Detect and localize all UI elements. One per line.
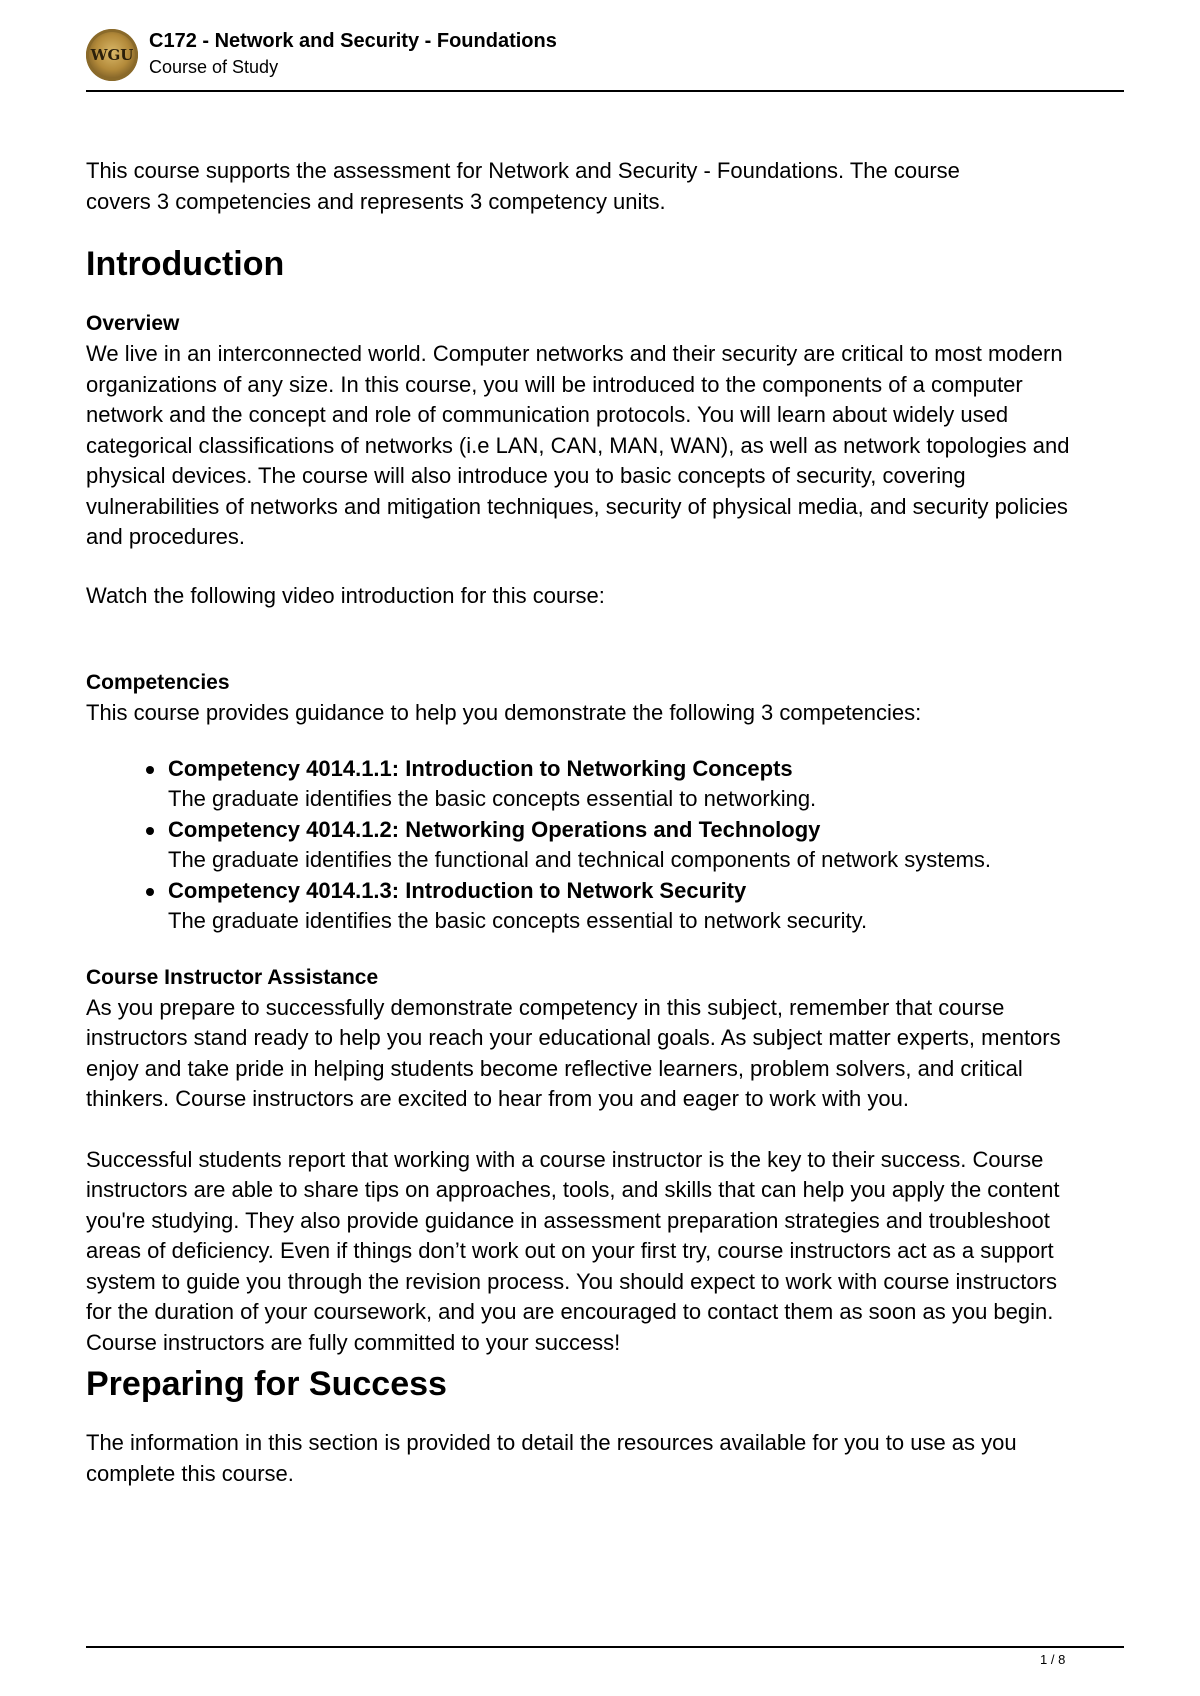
preparing-text: The information in this section is provided to detail the resources available for you to use as you complete this course. — [86, 1430, 1017, 1486]
competency-desc: The graduate identifies the basic concepts essential to networking. — [168, 786, 817, 811]
overview-heading: Overview — [86, 312, 180, 335]
wgu-seal-logo: WGU — [86, 29, 138, 81]
competency-title: Competency 4014.1.2: Networking Operations and Technology — [168, 816, 821, 842]
course-subtitle: Course of Study — [149, 57, 279, 77]
document-body — [86, 156, 1136, 1489]
competencies-heading: Competencies — [86, 671, 230, 694]
competency-title: Competency 4014.1.3: Introduction to Network Security — [168, 877, 747, 903]
instructor-para-2: Successful students report that working with a course instructor is the key to their success. Course instructors are able to share tips on approaches, tools, and skills that can help you apply the content you're studying. They also provide guidance in assessment preparation strategies and troubleshoot areas of deficiency. Even if things don’t work out on your first try, course instructors act as a support system to guide you through the revision process. You should expect to work with course instructors for the duration of your coursework, and you are encouraged to contact them as soon as you begin. Course instructors are fully committed to your success! — [86, 1146, 1060, 1355]
competency-desc: The graduate identifies the functional and technical components of network systems. — [168, 847, 992, 872]
video-intro-text: Watch the following video introduction for this course: — [86, 582, 605, 608]
course-title: C172 - Network and Security - Foundations — [149, 30, 557, 52]
introduction-heading: Introduction — [86, 245, 285, 283]
page-number: 1 / 8 — [1040, 1652, 1066, 1667]
overview-text: We live in an interconnected world. Computer networks and their security are critical to most modern organizations of any size. In this course, you will be introduced to the components of a computer network and the concept and role of communication protocols. You will learn about widely used categorical classifications of networks (i.e LAN, CAN, MAN, WAN), as well as network topologies and physical devices. The course will also introduce you to basic concepts of security, covering vulnerabilities of networks and mitigation techniques, security of physical media, and security policies and procedures. — [86, 341, 1070, 549]
competency-list — [86, 754, 1136, 937]
course-summary: This course supports the assessment for Network and Security - Foundations. The course covers 3 competencies and represents 3 competency units. — [86, 158, 960, 214]
competency-desc: The graduate identifies the basic concepts essential to network security. — [168, 908, 868, 933]
list-item — [168, 876, 1136, 937]
page-header — [86, 26, 1124, 88]
header-divider — [86, 90, 1124, 92]
preparing-heading: Preparing for Success — [86, 1365, 447, 1403]
footer-divider — [86, 1646, 1124, 1648]
instructor-para-1: As you prepare to successfully demonstrate competency in this subject, remember that course instructors stand ready to help you reach your educational goals. As subject matter experts, mentors enjoy and take pride in helping students become reflective learners, problem solvers, and critical thinkers. Course instructors are excited to hear from you and eager to work with you. — [86, 994, 1061, 1111]
competencies-lead: This course provides guidance to help you demonstrate the following 3 competencies: — [86, 700, 922, 725]
list-item — [168, 754, 1136, 815]
list-item — [168, 815, 1136, 876]
competency-title: Competency 4014.1.1: Introduction to Networking Concepts — [168, 755, 793, 781]
instructor-heading: Course Instructor Assistance — [86, 965, 379, 989]
